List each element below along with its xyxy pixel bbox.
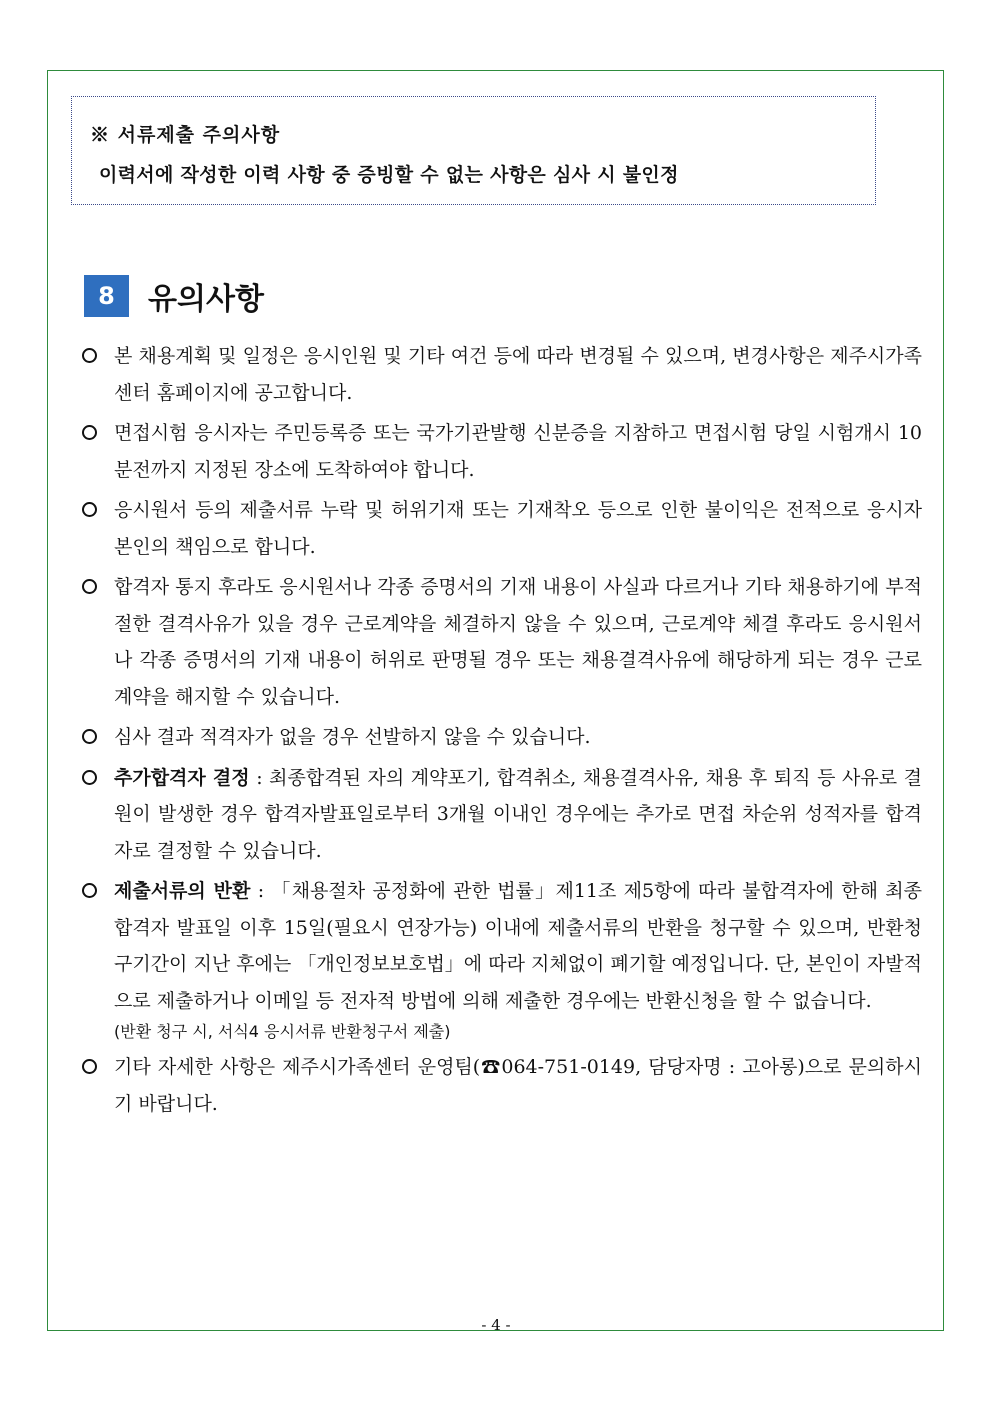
page-number: - 4 - <box>481 1316 511 1334</box>
notice-list <box>80 338 922 1126</box>
list-item <box>80 719 922 756</box>
item-text: 합격자 통지 후라도 응시원서나 각종 증명서의 기재 내용이 사실과 다르거나 기타 채용하기에 부적절한 결격사유가 있을 경우 근로계약을 체결하지 않을 수 있으며, 근로계약 체결 후라도 응시원서나 각종 증명서의 기재 내용이 허위로 판명될 경우 또는 채용결격사유에 해당하게 되는 경우 근로계약을 해지할 수 있습니다. <box>114 576 922 708</box>
item-heading: 제출서류의 반환 <box>114 880 251 902</box>
list-item <box>80 569 922 715</box>
item-text: : 최종합격된 자의 계약포기, 합격취소, 채용결격사유, 채용 후 퇴직 등 사유로 결원이 발생한 경우 합격자발표일로부터 3개월 이내인 경우에는 추가로 면접 차순위 성적자를 합격자로 결정할 수 있습니다. <box>114 766 923 862</box>
circle-bullet-icon <box>82 348 97 363</box>
circle-bullet-icon <box>82 579 97 594</box>
notice-box <box>71 96 876 205</box>
list-item <box>80 338 922 411</box>
item-subnote: (반환 청구 시, 서식4 응시서류 반환청구서 제출) <box>114 1022 451 1041</box>
list-item <box>80 492 922 565</box>
item-text: 심사 결과 적격자가 없을 경우 선발하지 않을 수 있습니다. <box>114 726 591 748</box>
section-number-badge: 8 <box>84 275 129 317</box>
item-text: : 「채용절차 공정화에 관한 법률」제11조 제5항에 따라 불합격자에 한해 최종합격자 발표일 이후 15일(필요시 연장가능) 이내에 제출서류의 반환을 청구할 수 있으며, 반환청구기간이 지난 후에는 「개인정보보호법」에 따라 지체없이 폐기할 예정입니다. 단, 본인이 자발적으로 제출하거나 이메일 등 전자적 방법에 의해 제출한 경우에는 반환신청을 할 수 없습니다. <box>114 880 922 1012</box>
circle-bullet-icon <box>82 883 97 898</box>
notice-body: 이력서에 작성한 이력 사항 중 증빙할 수 없는 사항은 심사 시 불인정 <box>99 164 679 186</box>
circle-bullet-icon <box>82 1059 97 1074</box>
circle-bullet-icon <box>82 770 97 785</box>
item-text: 본 채용계획 및 일정은 응시인원 및 기타 여건 등에 따라 변경될 수 있으며, 변경사항은 제주시가족센터 홈페이지에 공고합니다. <box>114 345 922 404</box>
circle-bullet-icon <box>82 502 97 517</box>
item-text: 면접시험 응시자는 주민등록증 또는 국가기관발행 신분증을 지참하고 면접시험 당일 시험개시 10분전까지 지정된 장소에 도착하여야 합니다. <box>114 422 922 481</box>
circle-bullet-icon <box>82 729 97 744</box>
list-item <box>80 873 922 1045</box>
circle-bullet-icon <box>82 425 97 440</box>
list-item <box>80 760 922 870</box>
item-heading: 추가합격자 결정 <box>114 766 250 789</box>
notice-title: ※ 서류제출 주의사항 <box>90 124 281 146</box>
list-item <box>80 415 922 488</box>
item-text: 기타 자세한 사항은 제주시가족센터 운영팀(☎064-751-0149, 담당자명 : 고아롱)으로 문의하시기 바랍니다. <box>114 1056 922 1115</box>
list-item <box>80 1049 922 1122</box>
section-title: 유의사항 <box>148 282 264 317</box>
item-text: 응시원서 등의 제출서류 누락 및 허위기재 또는 기재착오 등으로 인한 불이익은 전적으로 응시자 본인의 책임으로 합니다. <box>114 499 922 558</box>
